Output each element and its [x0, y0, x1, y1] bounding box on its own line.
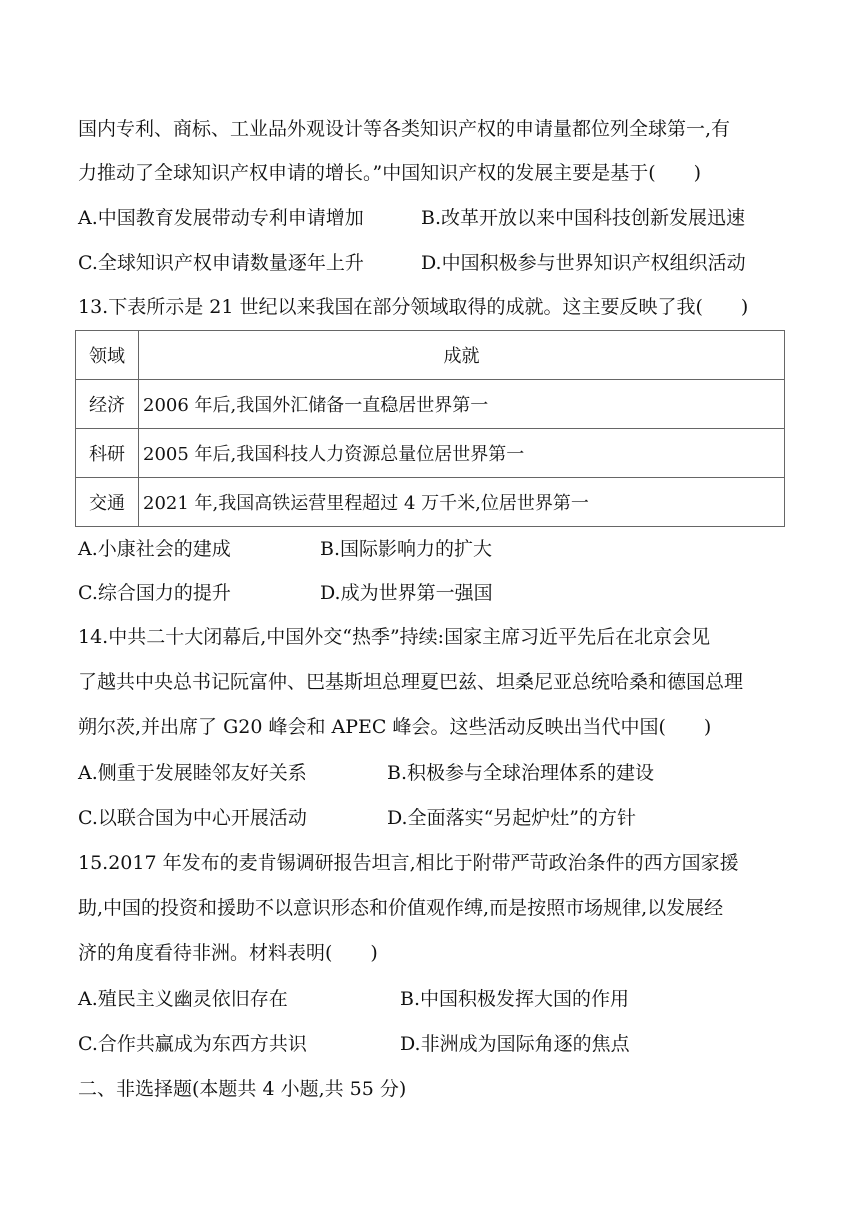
- table-cell-field: 经济: [76, 380, 139, 429]
- q15-line-2: 助,中国的投资和援助不以意识形态和价值观作缚,而是按照市场规律,以发展经: [78, 897, 724, 919]
- q12-line-1: 国内专利、商标、工业品外观设计等各类知识产权的申请量都位列全球第一,有: [78, 118, 731, 140]
- q13-option-b[interactable]: B.国际影响力的扩大: [320, 538, 493, 560]
- table-cell-field: 科研: [76, 429, 139, 478]
- table-header-achievement: 成就: [139, 331, 785, 380]
- table-row: [76, 380, 785, 429]
- q15-line-3: 济的角度看待非洲。材料表明( ): [78, 942, 378, 964]
- section-2-title: 二、非选择题(本题共 4 小题,共 55 分): [78, 1078, 407, 1100]
- q15-option-c[interactable]: C.合作共赢成为东西方共识: [78, 1033, 307, 1055]
- table-header-field: 领域: [76, 331, 139, 380]
- q14-line-3: 朔尔茨,并出席了 G20 峰会和 APEC 峰会。这些活动反映出当代中国( ): [78, 716, 712, 738]
- q13-stem: 13.下表所示是 21 世纪以来我国在部分领域取得的成就。这主要反映了我( ): [78, 296, 749, 318]
- q14-line-2: 了越共中央总书记阮富仲、巴基斯坦总理夏巴兹、坦桑尼亚总统哈桑和德国总理: [78, 671, 744, 693]
- q15-option-b[interactable]: B.中国积极发挥大国的作用: [400, 988, 630, 1010]
- q12-option-a[interactable]: A.中国教育发展带动专利申请增加: [78, 207, 364, 229]
- q12-option-c[interactable]: C.全球知识产权申请数量逐年上升: [78, 252, 364, 274]
- q13-option-d[interactable]: D.成为世界第一强国: [320, 582, 493, 604]
- q14-option-a[interactable]: A.侧重于发展睦邻友好关系: [78, 762, 307, 784]
- q12-line-2: 力推动了全球知识产权申请的增长。”中国知识产权的发展主要是基于( ): [78, 162, 702, 184]
- q12-option-d[interactable]: D.中国积极参与世界知识产权组织活动: [421, 252, 746, 274]
- table-cell-achievement: 2006 年后,我国外汇储备一直稳居世界第一: [139, 380, 785, 429]
- table-cell-achievement: 2021 年,我国高铁运营里程超过 4 万千米,位居世界第一: [139, 478, 785, 527]
- q15-line-1: 15.2017 年发布的麦肯锡调研报告坦言,相比于附带严苛政治条件的西方国家援: [78, 852, 739, 874]
- table-cell-achievement: 2005 年后,我国科技人力资源总量位居世界第一: [139, 429, 785, 478]
- q15-option-d[interactable]: D.非洲成为国际角逐的焦点: [400, 1033, 630, 1055]
- table-row: [76, 429, 785, 478]
- q13-option-c[interactable]: C.综合国力的提升: [78, 582, 231, 604]
- q14-option-d[interactable]: D.全面落实“另起炉灶”的方针: [387, 807, 637, 829]
- q14-option-b[interactable]: B.积极参与全球治理体系的建设: [387, 762, 655, 784]
- q15-option-a[interactable]: A.殖民主义幽灵依旧存在: [78, 988, 288, 1010]
- achievement-table: [75, 330, 785, 527]
- table-header-row: [76, 331, 785, 380]
- q12-option-b[interactable]: B.改革开放以来中国科技创新发展迅速: [421, 207, 746, 229]
- table-row: [76, 478, 785, 527]
- q14-option-c[interactable]: C.以联合国为中心开展活动: [78, 807, 307, 829]
- q14-line-1: 14.中共二十大闭幕后,中国外交“热季”持续:国家主席习近平先后在北京会见: [78, 626, 711, 648]
- table-cell-field: 交通: [76, 478, 139, 527]
- q13-option-a[interactable]: A.小康社会的建成: [78, 538, 231, 560]
